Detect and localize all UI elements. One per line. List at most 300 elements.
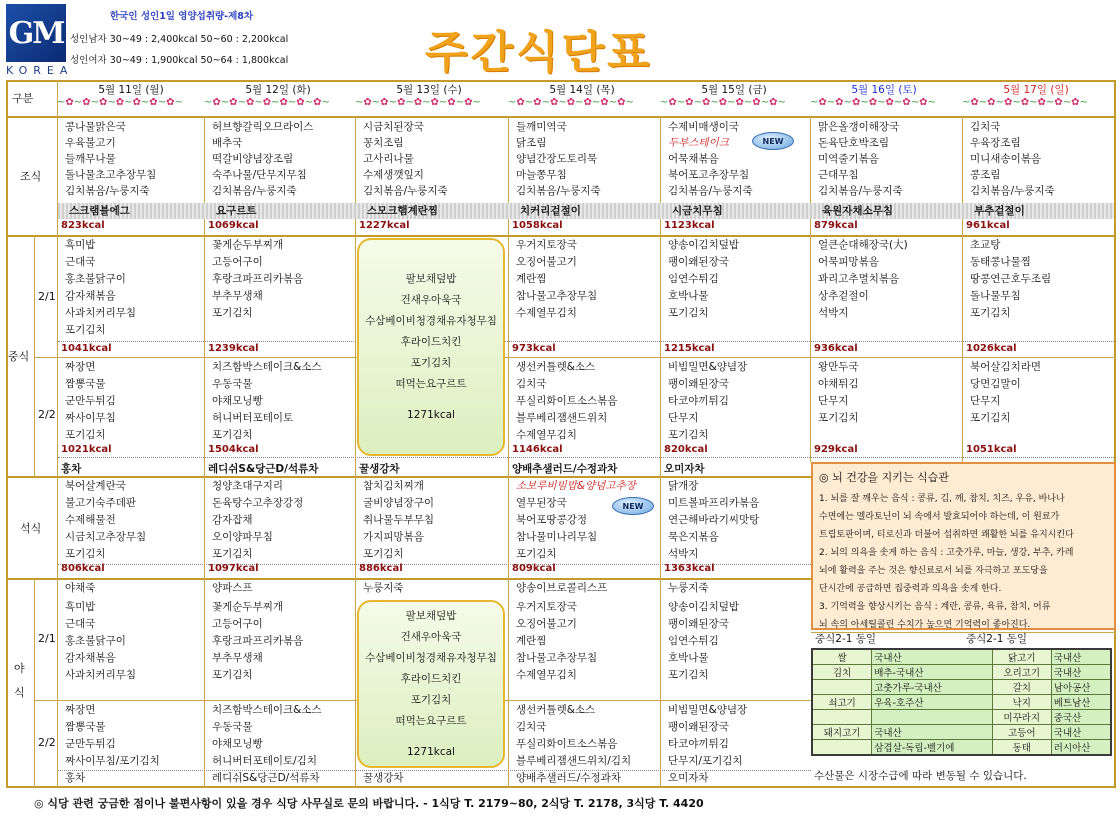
breakfast-kcal: 879kcal xyxy=(814,220,858,231)
lunch1-item: 포기김치 xyxy=(668,307,709,319)
lunch-side: 홍차 xyxy=(61,463,82,475)
lunch-side: 레디쉬S&당근D/석류차 xyxy=(208,463,319,475)
dinner-kcal: 806kcal xyxy=(61,563,105,574)
lunch2-item: 포기김치 xyxy=(65,429,106,441)
night1-item: 홍초불닭구이 xyxy=(65,635,126,647)
lunch1-item: 팽이왜된장국 xyxy=(668,256,729,268)
origin-country: 러시아산 xyxy=(1051,740,1111,756)
lunch1-item: 계란찜 xyxy=(516,273,547,285)
lunch1-item: 부추무생채 xyxy=(212,290,263,302)
lunch2-item: 단무지 xyxy=(668,412,699,424)
origin-item: 오리고기 xyxy=(992,665,1051,680)
breakfast-item: 김치볶음/누룽지죽 xyxy=(818,185,903,197)
special-item: 포기김치 xyxy=(410,356,452,369)
logo-mark: GM xyxy=(6,4,66,62)
night1-item: 오징어불고기 xyxy=(516,618,577,630)
origin-item: 동태 xyxy=(992,740,1051,756)
lunch-sub-divider xyxy=(34,357,1116,358)
dinner-kcal: 1363kcal xyxy=(664,563,715,574)
special-item: 건새우아욱국 xyxy=(400,293,462,306)
lunch2-item: 비빔밀면&양념장 xyxy=(668,361,748,373)
night2-item: 우동국물 xyxy=(212,721,253,733)
info-line: 뇌에 활력을 주는 것은 향신료로서 뇌를 자극하고 포도당을 xyxy=(819,566,1048,576)
lunch-sub-21: 2/1 xyxy=(38,290,56,303)
lunch-side: 양배추샐러드/수정과차 xyxy=(512,463,618,475)
night2-item: 짜사이무침/포기김치 xyxy=(65,755,160,767)
day-header-4: 5월 15일 (금) xyxy=(701,84,767,96)
dinner-item: 청양초대구지리 xyxy=(212,480,284,492)
lunch1-kcal: 1026kcal xyxy=(966,343,1017,354)
lunch1-kcal: 1215kcal xyxy=(664,343,715,354)
breakfast-item: 북어포고추장무침 xyxy=(668,169,750,181)
lunch1-kcal-dotline xyxy=(58,341,1116,342)
info-line: 단시간에 공급하면 집중력과 의욕을 솟게 한다. xyxy=(819,584,1002,594)
lunch2-item: 짬뽕국물 xyxy=(65,378,106,390)
day-header-6: 5월 17일 (일) xyxy=(1003,84,1069,96)
lunch2-item: 우동국물 xyxy=(212,378,253,390)
logo-korea-text: KOREA xyxy=(6,64,74,77)
lunch1-item: 꽈리고추멸치볶음 xyxy=(818,273,900,285)
breakfast-kcal: 961kcal xyxy=(966,220,1010,231)
lunch1-kcal: 1041kcal xyxy=(61,343,112,354)
night1-item: 부추무생채 xyxy=(212,652,263,664)
night1-item: 계란찜 xyxy=(516,635,547,647)
special-item: 떠먹는요구르트 xyxy=(395,377,467,390)
lunch2-item: 단무지 xyxy=(818,395,849,407)
lunch1-item: 임연수튀김 xyxy=(668,273,719,285)
night1-item: 참나물고추장무침 xyxy=(516,652,598,664)
breakfast-item: 김치볶음/누룽지죽 xyxy=(65,185,150,197)
breakfast-item: 콩조림 xyxy=(970,169,1001,181)
dinner-item: 가지피망볶음 xyxy=(363,531,424,543)
origin-table xyxy=(811,648,1112,756)
dinner-item: 불고기숙주데판 xyxy=(65,497,137,509)
dinner-item: 북어살계란국 xyxy=(65,480,126,492)
breakfast-side: 육원자채소무침 xyxy=(822,205,894,217)
lunch2-item: 짜장면 xyxy=(65,361,96,373)
night2-item: 생선커틀렛&소스 xyxy=(516,704,596,716)
info-line: 수면에는 멜라토닌이 뇌 속에서 발효되어야 하는데, 이 원료가 xyxy=(819,512,1060,522)
night-side: 레디쉬S&당근D/석류차 xyxy=(212,772,320,784)
lunch2-kcal: 1021kcal xyxy=(61,444,112,455)
breakfast-item: 근대무침 xyxy=(818,169,859,181)
breakfast-side: 치커리겉절이 xyxy=(520,205,581,217)
lunch-sub-col xyxy=(34,235,35,476)
female-requirement: 성인여자 30~49 : 1,900kcal 50~64 : 1,800kcal xyxy=(70,55,289,66)
col-divider-0 xyxy=(57,80,58,788)
dinner-divider xyxy=(6,578,811,580)
lunch2-item: 북어살김치라면 xyxy=(970,361,1042,373)
night2-item: 타코야끼튀김 xyxy=(668,738,729,750)
origin-item: 닭고기 xyxy=(992,649,1051,665)
new-badge-thu: NEW xyxy=(612,497,654,515)
special-item: 팔보채덮밥 xyxy=(405,272,457,285)
night1-item: 고등어구이 xyxy=(212,618,263,630)
breakfast-kcal: 1069kcal xyxy=(208,220,259,231)
lunch1-item: 양송이김치덮밥 xyxy=(668,239,740,251)
day-header-0: 5월 11일 (월) xyxy=(98,84,164,96)
breakfast-item: 허브향갈릭오므라이스 xyxy=(212,121,314,133)
lunch1-item: 수제열무김치 xyxy=(516,307,577,319)
night2-item: 비빔밀면&양념장 xyxy=(668,704,748,716)
lunch1-kcal: 936kcal xyxy=(814,343,858,354)
lunch1-item: 우거지토장국 xyxy=(516,239,577,251)
lunch2-kcal: 1051kcal xyxy=(966,444,1017,455)
origin-country: 국내산 xyxy=(1051,665,1111,680)
info-line: 1. 뇌를 잘 깨우는 음식 : 콩류, 김, 깨, 참치, 치즈, 우유, 바나나 xyxy=(819,494,1065,504)
breakfast-item: 김치볶음/누룽지죽 xyxy=(363,185,448,197)
lunch2-item: 야채모닝빵 xyxy=(212,395,263,407)
breakfast-item: 닭조림 xyxy=(516,137,547,149)
lunch1-item: 참나물고추장무침 xyxy=(516,290,598,302)
breakfast-divider xyxy=(6,235,1116,237)
dinner-item: 포기김치 xyxy=(212,548,253,560)
info-line: 트립토판이며, 티로신과 더불어 섭취하면 쾌활한 뇌를 유지시킨다 xyxy=(819,530,1074,540)
breakfast-side: 시금치무침 xyxy=(672,205,723,217)
origin-country: 남아공산 xyxy=(1051,680,1111,695)
origin-item: 미꾸라지 xyxy=(992,710,1051,725)
breakfast-item: 들깨무나물 xyxy=(65,153,116,165)
lunch1-item: 꽃게순두부찌개 xyxy=(212,239,284,251)
breakfast-item: 시금치된장국 xyxy=(363,121,424,133)
lunch2-item: 포기김치 xyxy=(970,412,1011,424)
lunch2-item: 짜사이무침 xyxy=(65,412,116,424)
lunch1-item: 동태콩나물찜 xyxy=(970,256,1031,268)
origin-item: 쇠고기 xyxy=(812,695,872,710)
lunch2-item: 수제열무김치 xyxy=(516,429,577,441)
dinner-item: 묵은지볶음 xyxy=(668,531,719,543)
lunch2-item: 블루베리잼샌드위치 xyxy=(516,412,608,424)
night1-item: 호박나물 xyxy=(668,652,709,664)
gm-korea-logo xyxy=(6,4,74,77)
breakfast-label: 조식 xyxy=(20,170,42,183)
night1-item: 수제열무김치 xyxy=(516,669,577,681)
breakfast-item: 김치볶음/누룽지죽 xyxy=(516,185,601,197)
origin-item: 쌀 xyxy=(812,649,872,665)
dinner-item: 오이양파무침 xyxy=(212,531,273,543)
breakfast-item: 양념간장도토리묵 xyxy=(516,153,598,165)
night-side: 오미자차 xyxy=(668,772,709,784)
lunch2-item: 허니버터포테이토 xyxy=(212,412,294,424)
origin-item: 고등어 xyxy=(992,725,1051,740)
lunch2-kcal: 1146kcal xyxy=(512,444,563,455)
day-header-1: 5월 12일 (화) xyxy=(245,84,311,96)
dinner-item: 연근해바라기씨맛탕 xyxy=(668,514,760,526)
night1-item: 포기김치 xyxy=(668,669,709,681)
breakfast-item: 고사리나물 xyxy=(363,153,414,165)
lunch1-kcal: 1239kcal xyxy=(208,343,259,354)
night-soup-item: 야채죽 xyxy=(65,582,96,594)
night-special-box xyxy=(357,600,505,768)
origin-item xyxy=(812,710,872,725)
night1-item: 팽이왜된장국 xyxy=(668,618,729,630)
night2-item: 허니버터포테이토/김치 xyxy=(212,755,317,767)
lunch1-item: 포기김치 xyxy=(212,307,253,319)
lunch1-item: 포기김치 xyxy=(970,307,1011,319)
info-line: 뇌 속의 아세틸콜린 수치가 높으면 기억력이 좋아진다. xyxy=(819,620,1031,630)
dinner-item: 굴비양념장구이 xyxy=(363,497,435,509)
dinner-item: 미트볼파프리카볶음 xyxy=(668,497,760,509)
lunch1-item: 포기김치 xyxy=(65,324,106,336)
night2-item: 짜장면 xyxy=(65,704,96,716)
lunch-special-box xyxy=(357,238,505,456)
info-line: 2. 뇌의 의욕을 솟게 하는 음식 : 고춧가루, 마늘, 생강, 부추, 카레 xyxy=(819,548,1074,558)
new-badge-fri: NEW xyxy=(752,132,794,150)
breakfast-item: 김치국 xyxy=(970,121,1001,133)
dinner-item: 포기김치 xyxy=(65,548,106,560)
column-label: 구분 xyxy=(12,92,34,105)
lunch2-item: 야채튀김 xyxy=(818,378,859,390)
dinner-item: 취나물두부무침 xyxy=(363,514,435,526)
lunch2-item: 팽이왜된장국 xyxy=(668,378,729,390)
footer-contact: ◎ 식당 관련 궁금한 점이나 불편사항이 있을 경우 식당 사무실로 문의 바랍니다. - 1식당 T. 2179~80, 2식당 T. 2178, 3식당 T. 4420 xyxy=(34,797,704,810)
lunch1-item: 상추겉절이 xyxy=(818,290,869,302)
lunch1-item: 오징어불고기 xyxy=(516,256,577,268)
lunch2-item: 포기김치 xyxy=(818,412,859,424)
night-side: 꿀생강차 xyxy=(363,772,404,784)
flower-decor-icon: ~✿~✿~✿~✿~✿~✿~✿~ xyxy=(660,97,786,108)
breakfast-side: 스크램블에그 xyxy=(69,205,130,217)
special-item: 떠먹는요구르트 xyxy=(395,714,467,727)
brain-health-info xyxy=(811,462,1116,630)
dinner-item: 참나물미나리무침 xyxy=(516,531,598,543)
night1-item: 우거지토장국 xyxy=(516,601,577,613)
lunch1-item: 흑미밥 xyxy=(65,239,96,251)
origin-country: 삼겹살-독립-벨기에 xyxy=(872,740,993,756)
dinner-item: 북어포땅콩강정 xyxy=(516,514,588,526)
nutrition-subtitle: 한국인 성인1일 영양섭취량-제8차 xyxy=(110,11,254,22)
night-label-1: 야 xyxy=(14,662,25,675)
info-line: 3. 기억력을 향상시키는 음식 : 계란, 콩류, 육류, 참치, 어류 xyxy=(819,602,1051,612)
breakfast-item: 떡갈비양념장조림 xyxy=(212,153,294,165)
info-lines xyxy=(819,490,1108,634)
lunch2-kcal-dotline xyxy=(58,457,1116,458)
lunch2-item: 푸실리화이트소스볶음 xyxy=(516,395,618,407)
breakfast-item: 미니새송이볶음 xyxy=(970,153,1042,165)
male-requirement: 성인남자 30~49 : 2,400kcal 50~60 : 2,200kcal xyxy=(70,34,289,45)
origin-item xyxy=(812,740,872,756)
dinner-item: 닭개장 xyxy=(668,480,699,492)
night1-item: 근대국 xyxy=(65,618,96,630)
lunch2-item: 당면김말이 xyxy=(970,378,1021,390)
lunch-sub-22: 2/2 xyxy=(38,408,56,421)
dinner-kcal: 886kcal xyxy=(359,563,403,574)
info-title: ◎ 뇌 건강을 지키는 식습관 xyxy=(819,471,949,484)
night-label-2: 식 xyxy=(14,686,25,699)
lunch2-kcal: 1504kcal xyxy=(208,444,259,455)
day-header-5: 5월 16일 (토) xyxy=(851,84,917,96)
breakfast-item: 들깨미역국 xyxy=(516,121,567,133)
origin-note: 수산물은 시장수급에 따라 변동될 수 있습니다. xyxy=(814,770,1027,782)
lunch-divider xyxy=(6,476,811,478)
night1-item: 사과치커리무침 xyxy=(65,669,137,681)
night-soup-item: 누룽지죽 xyxy=(668,582,709,594)
breakfast-item: 꽁치조림 xyxy=(363,137,404,149)
lunch1-item: 호박나물 xyxy=(668,290,709,302)
breakfast-item: 어묵채볶음 xyxy=(668,153,719,165)
lunch1-item: 석박지 xyxy=(818,307,849,319)
dinner-item: 포기김치 xyxy=(516,548,557,560)
lunch1-item: 어묵피망볶음 xyxy=(818,256,879,268)
dinner-item: 포기김치 xyxy=(363,548,404,560)
special-item: 포기김치 xyxy=(410,693,452,706)
special-item: 1271kcal xyxy=(407,408,455,421)
flower-decor-icon: ~✿~✿~✿~✿~✿~✿~✿~ xyxy=(810,97,936,108)
breakfast-side: 스모크햄계란찜 xyxy=(367,205,439,217)
special-item: 수삼베이비청경채유자청무침 xyxy=(365,651,497,664)
night1-item: 후랑크파프리카볶음 xyxy=(212,635,304,647)
breakfast-item: 숙주나물/단무지무침 xyxy=(212,169,307,181)
lunch-side: 오미자차 xyxy=(664,463,705,475)
night1-item: 감자채볶음 xyxy=(65,652,116,664)
day-header-3: 5월 14일 (목) xyxy=(549,84,615,96)
lunch2-item: 포기김치 xyxy=(212,429,253,441)
origin-country: 국내산 xyxy=(872,649,993,665)
night-sub-21: 2/1 xyxy=(38,632,56,645)
special-item: 후라이드치킨 xyxy=(400,335,462,348)
breakfast-kcal: 823kcal xyxy=(61,220,105,231)
origin-country: 국내산 xyxy=(1051,649,1111,665)
origin-item xyxy=(812,680,872,695)
flower-decor-icon: ~✿~✿~✿~✿~✿~✿~✿~ xyxy=(204,97,330,108)
breakfast-item: 두부스테이크 xyxy=(668,137,729,149)
breakfast-side: 요구르트 xyxy=(216,205,257,217)
special-item: 1271kcal xyxy=(407,745,455,758)
lunch2-item: 군만두튀김 xyxy=(65,395,116,407)
sun-same-note: 중식2-1 동일 xyxy=(966,633,1028,645)
breakfast-item: 콩나물맑은국 xyxy=(65,121,126,133)
breakfast-item: 김치볶음/누룽지죽 xyxy=(212,185,297,197)
lunch2-item: 김치국 xyxy=(516,378,547,390)
lunch1-item: 땅콩연근호두조림 xyxy=(970,273,1052,285)
breakfast-kcal: 1123kcal xyxy=(664,220,715,231)
night-soup-item: 양송이브로콜리스프 xyxy=(516,582,608,594)
origin-country: 베트남산 xyxy=(1051,695,1111,710)
origin-country: 국내산 xyxy=(872,725,993,740)
dinner-kcal: 1097kcal xyxy=(208,563,259,574)
page-title: 주간식단표 xyxy=(425,27,653,78)
col-divider-6 xyxy=(962,116,963,462)
special-item: 건새우아욱국 xyxy=(400,630,462,643)
col-divider-5 xyxy=(810,116,811,462)
night2-item: 블루베리잼샌드위치/김치 xyxy=(516,755,632,767)
night2-item: 군만두튀김 xyxy=(65,738,116,750)
dinner-item: 시금치고추장무침 xyxy=(65,531,147,543)
origin-country xyxy=(872,710,993,725)
night-soup-item: 누룽지죽 xyxy=(363,582,404,594)
night1-item: 흑미밥 xyxy=(65,601,96,613)
flower-decor-icon: ~✿~✿~✿~✿~✿~✿~✿~ xyxy=(57,97,183,108)
night1-item: 양송이김치덮밥 xyxy=(668,601,740,613)
lunch2-item: 왕만두국 xyxy=(818,361,859,373)
lunch-side: 꿀생강차 xyxy=(359,463,400,475)
origin-country: 국내산 xyxy=(1051,725,1111,740)
lunch2-kcal: 929kcal xyxy=(814,444,858,455)
night2-item: 치즈함박스테이크&소스 xyxy=(212,704,322,716)
special-item: 수삼베이비청경채유자청무침 xyxy=(365,314,497,327)
lunch2-item: 단무지 xyxy=(970,395,1001,407)
breakfast-item: 미역줄기볶음 xyxy=(818,153,879,165)
flower-decor-icon: ~✿~✿~✿~✿~✿~✿~✿~ xyxy=(962,97,1088,108)
lunch2-item: 생선커틀렛&소스 xyxy=(516,361,596,373)
night-sub-22: 2/2 xyxy=(38,736,56,749)
flower-decor-icon: ~✿~✿~✿~✿~✿~✿~✿~ xyxy=(508,97,634,108)
breakfast-item: 돈육단호박조림 xyxy=(818,137,890,149)
breakfast-item: 마늘쫑무침 xyxy=(516,169,567,181)
lunch1-kcal: 973kcal xyxy=(512,343,556,354)
breakfast-side: 부추겉절이 xyxy=(974,205,1025,217)
breakfast-kcal: 1227kcal xyxy=(359,220,410,231)
night2-item: 야채모닝빵 xyxy=(212,738,263,750)
breakfast-item: 김치볶음/누룽지죽 xyxy=(668,185,753,197)
origin-item: 갈치 xyxy=(992,680,1051,695)
lunch2-item: 포기김치 xyxy=(668,429,709,441)
dinner-item: 석박지 xyxy=(668,548,699,560)
breakfast-item: 우육불고기 xyxy=(65,137,116,149)
lunch2-kcal: 820kcal xyxy=(664,444,708,455)
breakfast-kcal: 1058kcal xyxy=(512,220,563,231)
breakfast-item: 우육장조림 xyxy=(970,137,1021,149)
lunch1-item: 홍초불닭구이 xyxy=(65,273,126,285)
dinner-item: 돈육탕수고추장강정 xyxy=(212,497,304,509)
lunch1-item: 얼큰순대해장국(大) xyxy=(818,239,908,251)
night1-item: 임연수튀김 xyxy=(668,635,719,647)
special-item: 후라이드치킨 xyxy=(400,672,462,685)
lunch1-item: 초교탕 xyxy=(970,239,1001,251)
night2-item: 김치국 xyxy=(516,721,547,733)
day-header-2: 5월 13일 (수) xyxy=(396,84,462,96)
night-side: 양배추샐러드/수정과차 xyxy=(516,772,621,784)
breakfast-item: 수제생깻잎지 xyxy=(363,169,424,181)
lunch-label: 중식 xyxy=(8,350,30,363)
night2-item: 푸실리화이트소스볶음 xyxy=(516,738,618,750)
night1-item: 포기김치 xyxy=(212,669,253,681)
dinner-item: 수제해물전 xyxy=(65,514,116,526)
lunch1-item: 사과치커리무침 xyxy=(65,307,137,319)
origin-country: 고춧가루-국내산 xyxy=(872,680,993,695)
breakfast-item: 수제비매생이국 xyxy=(668,121,740,133)
dinner-item: 감자잡채 xyxy=(212,514,253,526)
night-side: 홍차 xyxy=(65,772,86,784)
lunch1-item: 근대국 xyxy=(65,256,96,268)
special-item: 팔보채덮밥 xyxy=(405,609,457,622)
dinner-item: 열무된장국 xyxy=(516,497,567,509)
flower-decor-icon: ~✿~✿~✿~✿~✿~✿~✿~ xyxy=(355,97,481,108)
night-soup-item: 양파스프 xyxy=(212,582,253,594)
night2-item: 단무지/포기김치 xyxy=(668,755,743,767)
night-sub-col xyxy=(34,578,35,788)
origin-country: 중국산 xyxy=(1051,710,1111,725)
lunch1-item: 고등어구이 xyxy=(212,256,263,268)
breakfast-item: 맑은올갱이해장국 xyxy=(818,121,900,133)
night2-item: 짬뽕국물 xyxy=(65,721,106,733)
lunch1-item: 감자채볶음 xyxy=(65,290,116,302)
dinner-item: 참치김치찌개 xyxy=(363,480,424,492)
dinner-item: 소보루비빔밥&양념고추장 xyxy=(516,480,636,492)
breakfast-item: 돌나물초고추장무침 xyxy=(65,169,157,181)
night2-item: 팽이왜된장국 xyxy=(668,721,729,733)
night1-item: 꽃게순두부찌개 xyxy=(212,601,284,613)
dinner-kcal: 809kcal xyxy=(512,563,556,574)
origin-item: 김치 xyxy=(812,665,872,680)
header-divider xyxy=(6,116,1116,118)
breakfast-item: 배추국 xyxy=(212,137,243,149)
lunch1-item: 후랑크파프리카볶음 xyxy=(212,273,304,285)
origin-item: 낙지 xyxy=(992,695,1051,710)
sat-same-note: 중식2-1 동일 xyxy=(815,633,877,645)
lunch2-item: 타코야끼튀김 xyxy=(668,395,729,407)
lunch2-item: 치즈함박스테이크&소스 xyxy=(212,361,322,373)
